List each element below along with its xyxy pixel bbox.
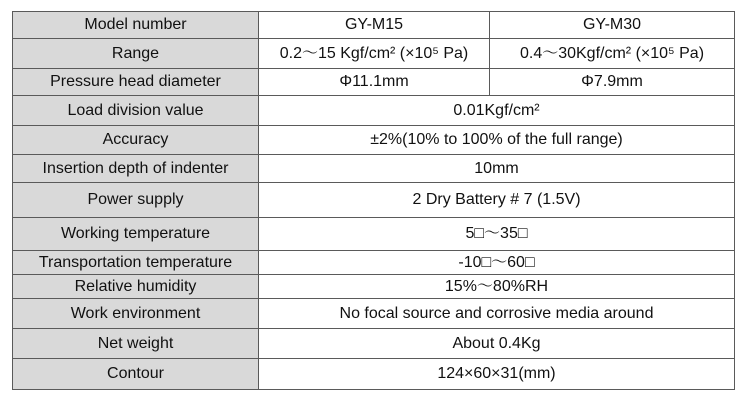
table-row [13,218,735,251]
cell-relative-humidity: 15%～80%RH [259,275,735,299]
table-row [13,12,735,39]
cell-transportation-temperature: -10□～60□ [259,251,735,275]
row-label-model-number: Model number [13,12,259,39]
cell-net-weight: About 0.4Kg [259,329,735,359]
row-label-power-supply: Power supply [13,183,259,218]
row-label-load-division-value: Load division value [13,96,259,126]
table-row [13,275,735,299]
row-label-accuracy: Accuracy [13,126,259,155]
cell-range-gy-m30: 0.4～30Kgf/cm² (×10⁵ Pa) [490,39,735,69]
cell-load-division-value: 0.01Kgf/cm² [259,96,735,126]
cell-diameter-gy-m30: Φ7.9mm [490,69,735,96]
row-label-working-temperature: Working temperature [13,218,259,251]
cell-range-gy-m15: 0.2～15 Kgf/cm² (×10⁵ Pa) [259,39,490,69]
cell-working-temperature: 5□～35□ [259,218,735,251]
cell-diameter-gy-m15: Φ11.1mm [259,69,490,96]
table-row [13,359,735,390]
cell-model-gy-m15: GY-M15 [259,12,490,39]
row-label-insertion-depth: Insertion depth of indenter [13,155,259,183]
table-row [13,126,735,155]
row-label-work-environment: Work environment [13,299,259,329]
table-row [13,96,735,126]
row-label-pressure-head-diameter: Pressure head diameter [13,69,259,96]
row-label-relative-humidity: Relative humidity [13,275,259,299]
cell-power-supply: 2 Dry Battery # 7 (1.5V) [259,183,735,218]
row-label-net-weight: Net weight [13,329,259,359]
row-label-transportation-temperature: Transportation temperature [13,251,259,275]
table-row [13,39,735,69]
table-row [13,329,735,359]
cell-accuracy: ±2%(10% to 100% of the full range) [259,126,735,155]
specification-table [12,11,735,390]
table-row [13,155,735,183]
table-row [13,251,735,275]
table-row [13,299,735,329]
cell-work-environment: No focal source and corrosive media around [259,299,735,329]
cell-model-gy-m30: GY-M30 [490,12,735,39]
table-row [13,183,735,218]
row-label-contour: Contour [13,359,259,390]
cell-contour: 124×60×31(mm) [259,359,735,390]
row-label-range: Range [13,39,259,69]
cell-insertion-depth: 10mm [259,155,735,183]
table-row [13,69,735,96]
